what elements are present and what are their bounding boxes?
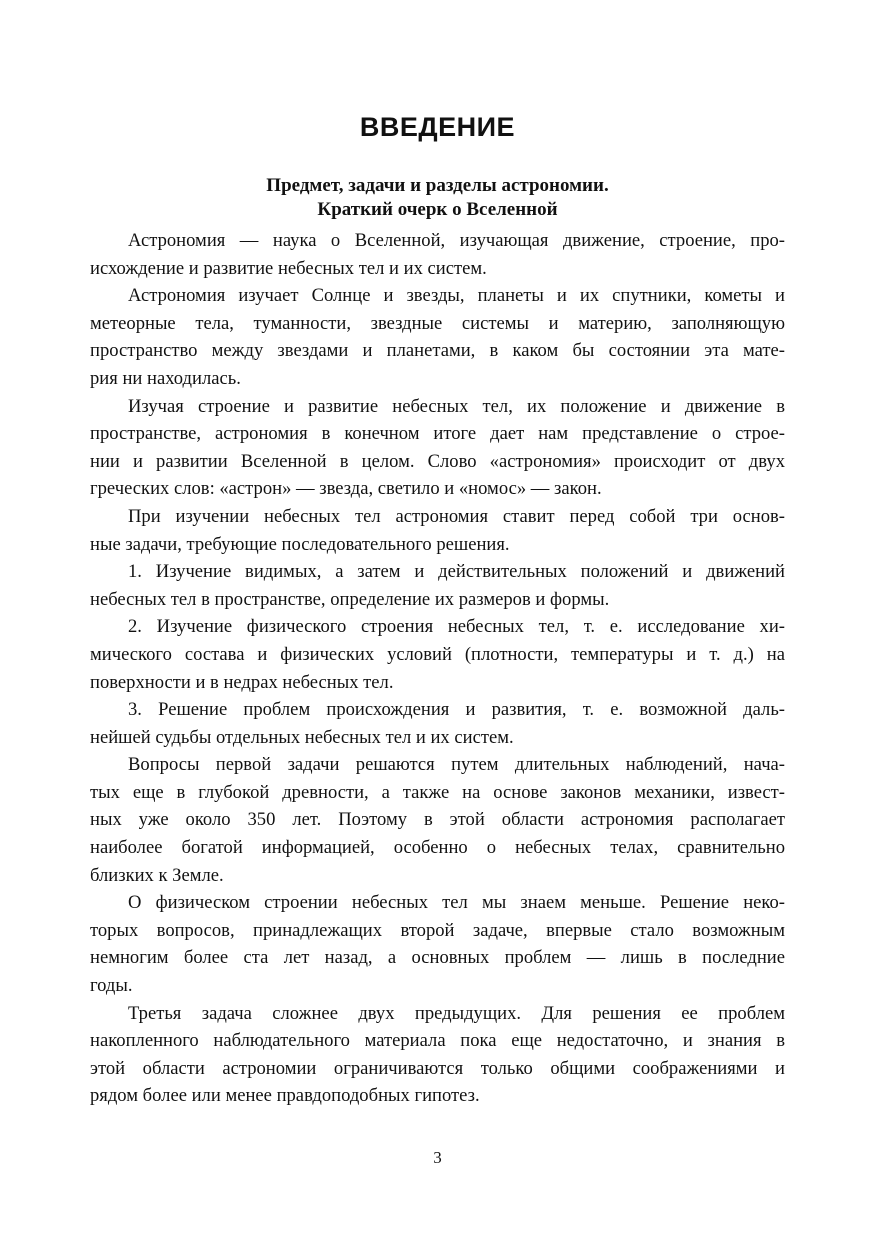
text-line: исхождение и развитие небесных тел и их систем.	[90, 257, 487, 279]
text-line: немногим более ста лет назад, а основных проблем — лишь в последние	[90, 947, 785, 969]
text-line: небесных тел в пространстве, определение их размеров и формы.	[90, 588, 610, 610]
text-line: наиболее богатой информацией, особенно о небесных телах, сравнительно	[90, 837, 785, 859]
section-heading	[0, 174, 875, 222]
text-line: близких к Земле.	[90, 864, 224, 886]
paragraph	[90, 751, 785, 889]
text-line: Астрономия — наука о Вселенной, изучающая движение, строение, про-	[128, 230, 785, 251]
text-line: тых еще в глубокой древности, а также на основе законов механики, извест-	[90, 781, 785, 803]
paragraph	[90, 613, 785, 696]
text-line: этой области астрономии ограничиваются только общими соображениями и	[90, 1057, 785, 1079]
paragraph	[90, 889, 785, 999]
text-line: накопленного наблюдательного материала пока еще недостаточно, и знания в	[90, 1030, 785, 1052]
text-line: метеорные тела, туманности, звездные системы и материю, заполняющую	[90, 312, 785, 334]
text-line: Вопросы первой задачи решаются путем длительных наблюдений, нача-	[128, 754, 785, 776]
paragraph	[90, 503, 785, 558]
text-line: нейшей судьбы отдельных небесных тел и их систем.	[90, 726, 514, 748]
text-line: О физическом строении небесных тел мы знаем меньше. Решение неко-	[128, 892, 785, 914]
text-line: При изучении небесных тел астрономия ставит перед собой три основ-	[128, 505, 785, 527]
text-line: пространство между звездами и планетами, в каком бы состоянии эта мате-	[90, 340, 785, 362]
body-text	[90, 227, 785, 1110]
paragraph	[90, 1000, 785, 1110]
text-line: греческих слов: «астрон» — звезда, светило и «номос» — закон.	[90, 478, 602, 500]
page-number: 3	[433, 1148, 442, 1167]
section-heading-line: Краткий очерк о Вселенной	[317, 199, 558, 220]
paragraph	[90, 282, 785, 392]
text-line: торых вопросов, принадлежащих второй задаче, впервые стало возможным	[90, 919, 785, 941]
text-line: 1. Изучение видимых, а затем и действительных положений и движений	[128, 561, 785, 583]
paragraph	[90, 696, 785, 751]
text-line: поверхности и в недрах небесных тел.	[90, 671, 394, 693]
text-line: нии и развитии Вселенной в целом. Слово «астрономия» происходит от двух	[90, 450, 785, 472]
text-line: пространстве, астрономия в конечном итоге дает нам представление о строе-	[90, 423, 785, 445]
text-line: годы.	[90, 975, 133, 997]
paragraph	[90, 558, 785, 613]
paragraph	[90, 227, 785, 282]
text-line: Третья задача сложнее двух предыдущих. Для решения ее проблем	[128, 1002, 785, 1024]
text-line: рия ни находилась.	[90, 367, 241, 389]
page-title: ВВЕДЕНИЕ	[359, 112, 516, 142]
section-heading-line: Предмет, задачи и разделы астрономии.	[266, 175, 609, 196]
text-line: ных уже около 350 лет. Поэтому в этой области астрономия располагает	[90, 809, 785, 831]
text-line: 2. Изучение физического строения небесных тел, т. е. исследование хи-	[128, 616, 785, 638]
text-line: Астрономия изучает Солнце и звезды, планеты и их спутники, кометы и	[128, 285, 785, 307]
text-line: Изучая строение и развитие небесных тел, их положение и движение в	[128, 395, 785, 417]
text-line: 3. Решение проблем происхождения и развития, т. е. возможной даль-	[128, 699, 785, 721]
paragraph	[90, 393, 785, 503]
text-line: рядом более или менее правдоподобных гипотез.	[90, 1085, 480, 1107]
text-line: ные задачи, требующие последовательного решения.	[90, 533, 510, 555]
text-line: мического состава и физических условий (плотности, температуры и т. д.) на	[90, 643, 785, 665]
